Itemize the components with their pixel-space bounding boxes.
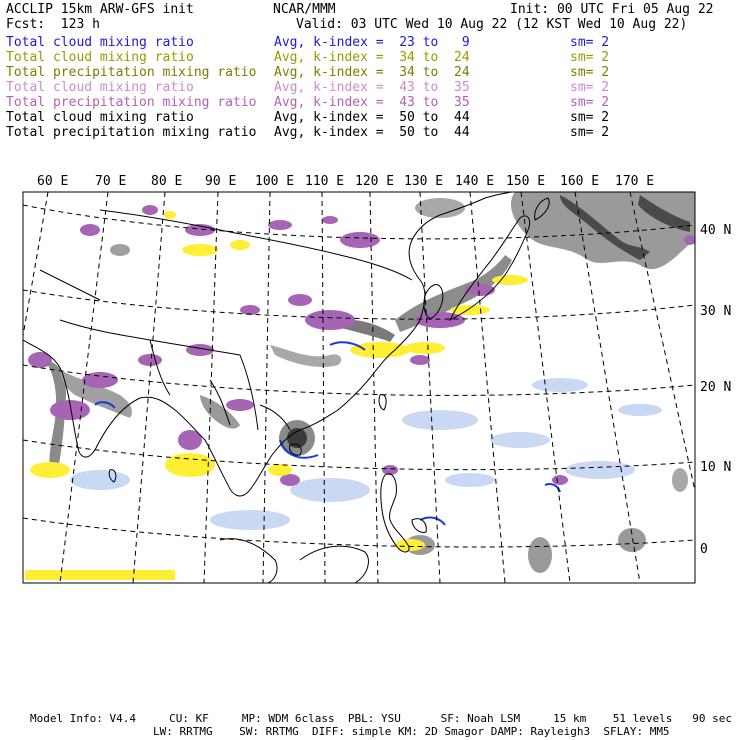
legend-field-name: Total cloud mixing ratio	[6, 80, 194, 95]
legend-avg-range: Avg, k-index = 34 to 24	[274, 65, 470, 80]
init-time: Init: 00 UTC Fri 05 Aug 22	[510, 2, 714, 17]
center-label: NCAR/MMM	[273, 2, 336, 17]
legend-smoothing: sm= 2	[570, 65, 610, 80]
lon-label: 160 E	[560, 174, 600, 189]
lon-label: 170 E	[615, 174, 655, 189]
legend-smoothing: sm= 2	[570, 80, 610, 95]
legend-smoothing: sm= 2	[570, 35, 610, 50]
legend-field-name: Total cloud mixing ratio	[6, 110, 194, 125]
model-info-line-1: Model Info: V4.4 CU: KF MP: WDM 6class PBL: YSU SF: Noah LSM 15 km 51 levels 90 sec	[30, 712, 732, 725]
legend-avg-range: Avg, k-index = 43 to 35	[274, 80, 470, 95]
longitude-labels	[37, 174, 654, 189]
lon-label: 110 E	[305, 174, 345, 189]
legend-row	[6, 125, 736, 140]
lat-label: 10 N	[700, 460, 732, 475]
lon-label: 130 E	[404, 174, 444, 189]
legend-row	[6, 95, 736, 110]
lat-label: 0	[700, 542, 708, 557]
legend-avg-range: Avg, k-index = 50 to 44	[274, 110, 470, 125]
valid-time: Valid: 03 UTC Wed 10 Aug 22 (12 KST Wed 10 Aug 22)	[296, 17, 688, 32]
forecast-map	[0, 165, 740, 595]
legend-smoothing: sm= 2	[570, 110, 610, 125]
legend-row	[6, 35, 736, 50]
lat-label: 40 N	[700, 223, 732, 238]
legend-row	[6, 50, 736, 65]
legend-avg-range: Avg, k-index = 23 to 9	[274, 35, 470, 50]
legend-row	[6, 110, 736, 125]
lon-label: 100 E	[255, 174, 295, 189]
lat-label: 20 N	[700, 380, 732, 395]
lon-label: 80 E	[151, 174, 183, 189]
legend-field-name: Total precipitation mixing ratio	[6, 95, 257, 110]
legend-field-name: Total cloud mixing ratio	[6, 35, 194, 50]
legend-row	[6, 80, 736, 95]
lon-label: 90 E	[205, 174, 237, 189]
legend-avg-range: Avg, k-index = 50 to 44	[274, 125, 470, 140]
legend-avg-range: Avg, k-index = 34 to 24	[274, 50, 470, 65]
legend-avg-range: Avg, k-index = 43 to 35	[274, 95, 470, 110]
legend-field-name: Total precipitation mixing ratio	[6, 125, 257, 140]
latitude-labels	[700, 223, 731, 557]
lon-label: 150 E	[506, 174, 546, 189]
lon-label: 140 E	[455, 174, 495, 189]
model-info-line-2: LW: RRTMG SW: RRTMG DIFF: simple KM: 2D Smagor DAMP: Rayleigh3 SFLAY: MM5	[153, 725, 670, 738]
legend-field-name: Total precipitation mixing ratio	[6, 65, 257, 80]
legend-smoothing: sm= 2	[570, 50, 610, 65]
legend-row	[6, 65, 736, 80]
lon-label: 120 E	[355, 174, 395, 189]
model-title: ACCLIP 15km ARW-GFS init	[6, 2, 194, 17]
legend-field-name: Total cloud mixing ratio	[6, 50, 194, 65]
legend-smoothing: sm= 2	[570, 125, 610, 140]
lon-label: 70 E	[95, 174, 127, 189]
lat-label: 30 N	[700, 304, 732, 319]
lon-label: 60 E	[37, 174, 69, 189]
forecast-hour: Fcst: 123 h	[6, 17, 100, 32]
legend-smoothing: sm= 2	[570, 95, 610, 110]
